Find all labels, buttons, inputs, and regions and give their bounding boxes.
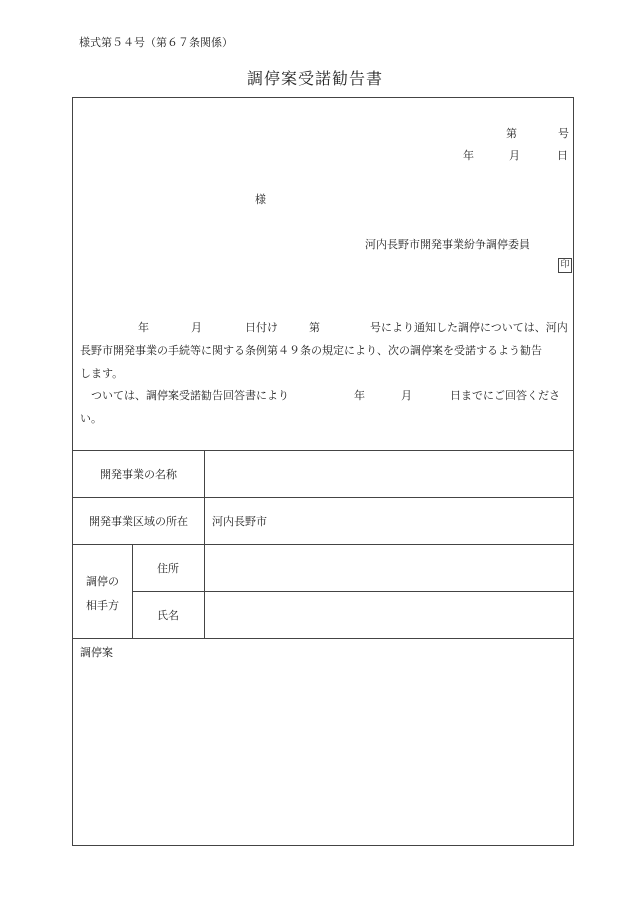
proposal-label: 調停案 [80, 646, 113, 659]
counterparty-label-line-2: 相手方 [86, 599, 119, 612]
body-month: 月 [191, 321, 202, 334]
addressee-sama: 様 [255, 193, 266, 206]
row-divider-2 [73, 544, 573, 545]
body-line-3: します。 [80, 367, 124, 380]
counterparty-divider [132, 544, 133, 638]
label-value-divider [204, 450, 205, 638]
doc-number-dai: 第 [506, 127, 517, 140]
body-line-2: 長野市開発事業の手続等に関する条例第４９条の規定により、次の調停案を受諾するよう勧告 [80, 344, 542, 357]
date-day: 日 [557, 149, 568, 162]
sender-name: 河内長野市開発事業紛争調停委員 [365, 238, 530, 251]
body-dai: 第 [309, 321, 320, 334]
counterparty-label-line-1: 調停の [86, 575, 119, 588]
address-label: 住所 [157, 562, 179, 575]
body-line4-rest: 日までにご回答くださ [450, 389, 560, 402]
body-line1-rest: 号により通知した調停については、河内 [370, 321, 568, 334]
body-year: 年 [138, 321, 149, 334]
row-divider-1 [73, 497, 573, 498]
table-bottom-border [73, 638, 573, 639]
body-line4-start: ついては、調停案受諾勧告回答書により [91, 389, 289, 402]
table-top-border [73, 450, 573, 451]
form-frame [72, 97, 574, 846]
project-name-label: 開発事業の名称 [100, 468, 177, 481]
doc-number-go: 号 [558, 127, 569, 140]
row-divider-3 [132, 591, 573, 592]
name-label: 氏名 [157, 609, 179, 622]
body-line4-year: 年 [354, 389, 365, 402]
seal-box: 印 [558, 258, 572, 273]
date-month: 月 [509, 149, 520, 162]
location-value[interactable]: 河内長野市 [212, 515, 267, 528]
location-label: 開発事業区域の所在 [89, 515, 188, 528]
body-line-5: い。 [80, 412, 102, 425]
body-date-label: 日付け [245, 321, 278, 334]
body-line4-month: 月 [401, 389, 412, 402]
form-number: 様式第５４号（第６７条関係） [79, 36, 233, 49]
proposal-area[interactable] [73, 658, 573, 844]
date-year: 年 [463, 149, 474, 162]
document-title: 調停案受諾勧告書 [246, 69, 383, 88]
